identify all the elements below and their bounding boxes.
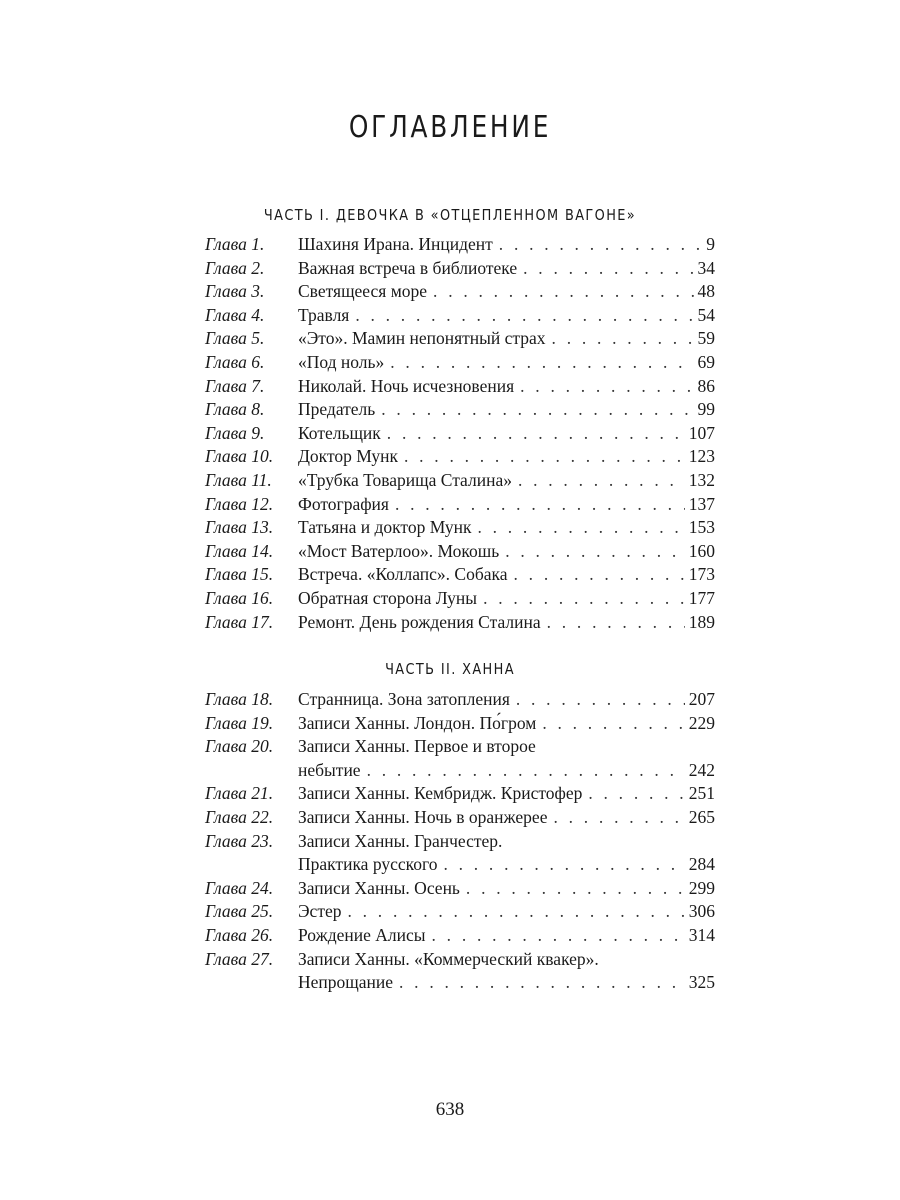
chapter-title: Записи Ханны. Осень xyxy=(298,877,460,898)
chapter-number: Глава 22. xyxy=(205,806,274,827)
toc-entry xyxy=(205,900,715,924)
dot-leader xyxy=(443,853,684,877)
dot-leader xyxy=(466,877,685,901)
chapter-title: «Мост Ватерлоо». Мокошь xyxy=(298,540,500,561)
toc-entry xyxy=(205,351,715,375)
chapter-title-line xyxy=(298,948,715,972)
dot-leader xyxy=(355,304,693,328)
chapter-title-line xyxy=(298,233,715,257)
chapter-number: Глава 1. xyxy=(205,234,265,254)
chapter-title: Странница. Зона затопления xyxy=(298,689,510,709)
chapter-title-block xyxy=(298,948,715,995)
toc-entry xyxy=(205,422,715,446)
chapter-title: Предатель xyxy=(298,399,376,420)
chapter-number: Глава 24. xyxy=(205,877,274,898)
chapter-number: Глава 3. xyxy=(205,281,265,302)
chapter-title-line xyxy=(298,280,715,304)
chapter-page-number: 189 xyxy=(688,611,715,632)
chapter-title-line xyxy=(298,375,715,399)
chapter-page-number: 137 xyxy=(688,493,715,514)
chapter-title-line xyxy=(298,304,715,328)
toc-entry xyxy=(205,233,715,257)
chapter-number: Глава 21. xyxy=(205,783,274,804)
chapter-title-block xyxy=(298,375,715,399)
chapter-number: Глава 17. xyxy=(205,611,274,632)
dot-leader xyxy=(395,493,685,517)
chapter-title-line xyxy=(298,587,715,611)
chapter-title-block xyxy=(298,877,715,901)
toc-entry xyxy=(205,540,715,564)
chapter-number: Глава 26. xyxy=(205,924,274,945)
toc-entry xyxy=(205,712,715,736)
chapter-number: Глава 11. xyxy=(205,469,272,490)
chapter-title: Записи Ханны. Ночь в оранжерее xyxy=(298,806,548,827)
chapter-title: Записи Ханны. Гранчестер. xyxy=(298,830,503,851)
dot-leader xyxy=(547,611,685,635)
dot-leader xyxy=(433,280,693,304)
chapter-title-block xyxy=(298,735,715,782)
chapter-page-number: 325 xyxy=(688,972,715,993)
chapter-title: Встреча. «Коллапс». Собака xyxy=(298,564,508,585)
chapter-number: Глава 12. xyxy=(205,493,274,514)
chapter-title: Записи Ханны. «Коммерческий квакер». xyxy=(298,948,599,969)
dot-leader xyxy=(505,540,685,564)
chapter-title: Фотография xyxy=(298,493,389,514)
chapter-title: Непрощание xyxy=(298,972,394,993)
chapter-title: Записи Ханны. Первое и второе xyxy=(298,736,536,757)
toc-entry xyxy=(205,688,715,712)
chapter-number: Глава 16. xyxy=(205,587,274,608)
chapter-title-block xyxy=(298,233,715,257)
chapter-title-block xyxy=(298,712,715,736)
chapter-title-line xyxy=(298,611,715,635)
chapter-title: Обратная сторона Луны xyxy=(298,587,478,608)
chapter-number: Глава 15. xyxy=(205,564,274,585)
dot-leader xyxy=(483,587,685,611)
chapter-title: Доктор Мунк xyxy=(298,446,398,467)
chapter-number: Глава 8. xyxy=(205,399,265,420)
chapter-title-line xyxy=(298,351,715,375)
chapter-title-block xyxy=(298,469,715,493)
chapter-number: Глава 20. xyxy=(205,736,274,757)
chapter-page-number: 160 xyxy=(688,540,715,561)
chapter-number: Глава 10. xyxy=(205,446,274,467)
chapter-title-line xyxy=(298,877,715,901)
chapter-title-line xyxy=(298,257,715,281)
chapter-title: Записи Ханны. Лондон. По́гром xyxy=(298,712,537,733)
chapter-title-line xyxy=(298,900,715,924)
chapter-title-block xyxy=(298,398,715,422)
chapter-title-line xyxy=(298,398,715,422)
chapter-page-number: 177 xyxy=(688,587,715,608)
toc-entry xyxy=(205,398,715,422)
chapter-title-block xyxy=(298,445,715,469)
toc-entry xyxy=(205,257,715,281)
chapter-title-line xyxy=(298,806,715,830)
chapter-title: Ремонт. День рождения Сталина xyxy=(298,611,541,632)
chapter-page-number: 242 xyxy=(688,759,715,780)
chapter-page-number: 69 xyxy=(697,351,715,372)
toc-entry xyxy=(205,587,715,611)
toc-entry xyxy=(205,327,715,351)
toc-entry xyxy=(205,304,715,328)
dot-leader xyxy=(404,445,685,469)
dot-leader xyxy=(588,782,684,806)
chapter-page-number: 54 xyxy=(697,304,715,325)
chapter-page-number: 99 xyxy=(697,399,715,420)
chapter-title-block xyxy=(298,422,715,446)
toc-list-part-1 xyxy=(205,233,715,634)
chapter-title-block xyxy=(298,351,715,375)
chapter-title: небытие xyxy=(298,759,361,780)
chapter-title: Светящееся море xyxy=(298,281,428,302)
chapter-title: Рождение Алисы xyxy=(298,924,426,945)
chapter-title-block xyxy=(298,924,715,948)
toc-entry xyxy=(205,493,715,517)
chapter-title: Важная встреча в библиотеке xyxy=(298,257,518,278)
chapter-title-line xyxy=(298,853,715,877)
chapter-title: Котельщик xyxy=(298,422,381,443)
chapter-title-line xyxy=(298,830,715,854)
toc-entry xyxy=(205,782,715,806)
chapter-title-block xyxy=(298,563,715,587)
chapter-title-line xyxy=(298,516,715,540)
toc-entry xyxy=(205,469,715,493)
chapter-title-block xyxy=(298,900,715,924)
chapter-title-line xyxy=(298,924,715,948)
chapter-number: Глава 5. xyxy=(205,328,265,349)
chapter-title-line xyxy=(298,563,715,587)
chapter-page-number: 299 xyxy=(688,877,715,898)
chapter-title-block xyxy=(298,304,715,328)
chapter-title: Эстер xyxy=(298,901,342,922)
chapter-page-number: 265 xyxy=(688,806,715,827)
chapter-title: «Это». Мамин непонятный страх xyxy=(298,328,546,349)
chapter-title-block xyxy=(298,257,715,281)
chapter-page-number: 48 xyxy=(697,281,715,302)
chapter-title-line xyxy=(298,971,715,995)
toc-entry xyxy=(205,948,715,995)
part-heading-1: ЧАСТЬ I. ДЕВОЧКА В «ОТЦЕПЛЕННОМ ВАГОНЕ» xyxy=(263,206,637,224)
chapter-number: Глава 23. xyxy=(205,830,274,851)
dot-leader xyxy=(514,563,685,587)
chapter-page-number: 173 xyxy=(688,564,715,585)
chapter-title: Николай. Ночь исчезновения xyxy=(298,375,515,396)
chapter-page-number: 86 xyxy=(697,375,715,396)
chapter-title-line xyxy=(298,688,715,712)
part-heading-2: ЧАСТЬ II. ХАННА xyxy=(385,660,515,678)
chapter-title-line xyxy=(298,422,715,446)
chapter-number: Глава 6. xyxy=(205,351,265,372)
chapter-page-number: 314 xyxy=(688,924,715,945)
dot-leader xyxy=(552,327,694,351)
toc-entry xyxy=(205,611,715,635)
chapter-title-line xyxy=(298,445,715,469)
dot-leader xyxy=(432,924,685,948)
toc-entry xyxy=(205,280,715,304)
chapter-title-block xyxy=(298,540,715,564)
page-title: ОГЛАВЛЕНИЕ xyxy=(348,110,552,145)
dot-leader xyxy=(518,469,685,493)
chapter-page-number: 229 xyxy=(688,712,715,733)
chapter-number: Глава 18. xyxy=(205,689,274,709)
dot-leader xyxy=(553,806,684,830)
chapter-title-block xyxy=(298,587,715,611)
chapter-page-number: 153 xyxy=(688,517,715,538)
dot-leader xyxy=(367,759,685,783)
chapter-title-block xyxy=(298,782,715,806)
chapter-title-block xyxy=(298,516,715,540)
chapter-title: Татьяна и доктор Мунк xyxy=(298,517,472,538)
chapter-page-number: 123 xyxy=(688,446,715,467)
toc-entry xyxy=(205,735,715,782)
chapter-number: Глава 2. xyxy=(205,257,265,278)
chapter-number: Глава 7. xyxy=(205,375,265,396)
dot-leader xyxy=(520,375,693,399)
dot-leader xyxy=(542,712,684,736)
chapter-title-block xyxy=(298,280,715,304)
chapter-title: Шахиня Ирана. Инцидент xyxy=(298,234,493,254)
chapter-page-number: 251 xyxy=(688,783,715,804)
chapter-title-block xyxy=(298,493,715,517)
toc-entry xyxy=(205,830,715,877)
toc-entry xyxy=(205,877,715,901)
chapter-page-number: 284 xyxy=(688,854,715,875)
chapter-title: «Под ноль» xyxy=(298,351,385,372)
chapter-title-block xyxy=(298,327,715,351)
chapter-title: Травля xyxy=(298,304,350,325)
toc-entry xyxy=(205,806,715,830)
chapter-number: Глава 4. xyxy=(205,304,265,325)
chapter-title: Записи Ханны. Кембридж. Кристофер xyxy=(298,783,583,804)
chapter-number: Глава 27. xyxy=(205,948,274,969)
chapter-title-line xyxy=(298,540,715,564)
chapter-title-line xyxy=(298,782,715,806)
chapter-title: «Трубка Товарища Сталина» xyxy=(298,469,512,490)
dot-leader xyxy=(523,257,693,281)
chapter-title-block xyxy=(298,830,715,877)
chapter-title-line xyxy=(298,735,715,759)
dot-leader xyxy=(499,233,702,257)
chapter-title-block xyxy=(298,688,715,712)
dot-leader xyxy=(348,900,685,924)
dot-leader xyxy=(516,688,685,712)
chapter-page-number: 132 xyxy=(688,469,715,490)
chapter-page-number: 9 xyxy=(706,234,715,254)
chapter-title: Практика русского xyxy=(298,854,438,875)
chapter-page-number: 306 xyxy=(688,901,715,922)
dot-leader xyxy=(477,516,684,540)
chapter-page-number: 107 xyxy=(688,422,715,443)
chapter-title-line xyxy=(298,493,715,517)
chapter-number: Глава 13. xyxy=(205,517,274,538)
chapter-title-block xyxy=(298,806,715,830)
chapter-title-block xyxy=(298,611,715,635)
chapter-number: Глава 25. xyxy=(205,901,274,922)
toc-entry xyxy=(205,924,715,948)
chapter-title-line xyxy=(298,327,715,351)
dot-leader xyxy=(399,971,685,995)
chapter-title-line xyxy=(298,712,715,736)
chapter-number: Глава 14. xyxy=(205,540,274,561)
page-number: 638 xyxy=(435,1099,465,1120)
chapter-number: Глава 9. xyxy=(205,422,265,443)
toc-entry xyxy=(205,516,715,540)
dot-leader xyxy=(387,422,685,446)
dot-leader xyxy=(381,398,693,422)
chapter-page-number: 34 xyxy=(697,257,715,278)
toc-entry xyxy=(205,563,715,587)
chapter-title-line xyxy=(298,469,715,493)
chapter-title-line xyxy=(298,759,715,783)
toc-entry xyxy=(205,445,715,469)
toc-entry xyxy=(205,375,715,399)
dot-leader xyxy=(390,351,693,375)
chapter-page-number: 207 xyxy=(688,689,715,709)
chapter-page-number: 59 xyxy=(697,328,715,349)
toc-list-part-2 xyxy=(205,688,715,995)
chapter-number: Глава 19. xyxy=(205,712,274,733)
